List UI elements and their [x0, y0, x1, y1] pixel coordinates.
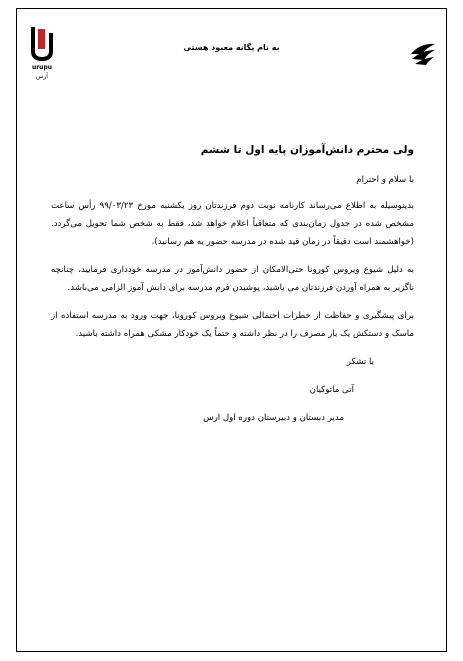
- letter-greeting: با سلام و احترام: [356, 175, 414, 185]
- emblem-logo: [408, 37, 438, 67]
- school-logo: [23, 23, 61, 81]
- paragraph-precautions: برای پیشگیری و حفاظت از خطرات احتمالی شیوع ویروس کورونا، جهت ورود به مدرسه استفاده از ماسک و دستکش یک بار مصرف را در نظر داشته و حتماً یک خودکار مشکی همراه داشته باشید.: [51, 311, 414, 339]
- paragraph-report-card: بدینوسیله به اطلاع می‌رساند کارنامه نوبت دوم فرزندتان روز یکشنبه مورخ ۹۹/۰۳/۲۳ رأس ساعت مشخص شده در جدول زمان‌بندی که متعاقباً اعلام خواهد شد، فقط به شخص شما تحویل می‌گردد. (خواهشمند است دقیقاً در زمان قید شده در مدرسه حضور به هم رسانید).: [51, 201, 414, 247]
- invocation-heading: به نام یگانه معبود هستی: [183, 43, 280, 52]
- logo-latin-text: urupu: [31, 64, 53, 71]
- letter-page: [16, 8, 447, 652]
- letter-closing: با تشکر: [346, 357, 374, 367]
- paragraph-attendance: به دلیل شیوع ویروس کورونا حتی‌الامکان از حضور دانش‌آموز در مدرسه خودداری فرمایید، چنانچه ناگزیر به همراه آوردن فرزندتان می باشید، پوشیدن فرم مدرسه برای دانش آموز الزامی می‌باشد.: [51, 265, 414, 293]
- signatory-name: آتی ماتوکیان: [309, 385, 354, 395]
- letter-title: ولی محترم دانش‌آموزان پایه اول تا ششم: [200, 144, 414, 156]
- logo-persian-text: اَرس: [36, 73, 48, 80]
- letter-body: [51, 141, 414, 427]
- signatory-title: مدیر دبستان و دبیرستان دوره اول ارس: [203, 413, 344, 423]
